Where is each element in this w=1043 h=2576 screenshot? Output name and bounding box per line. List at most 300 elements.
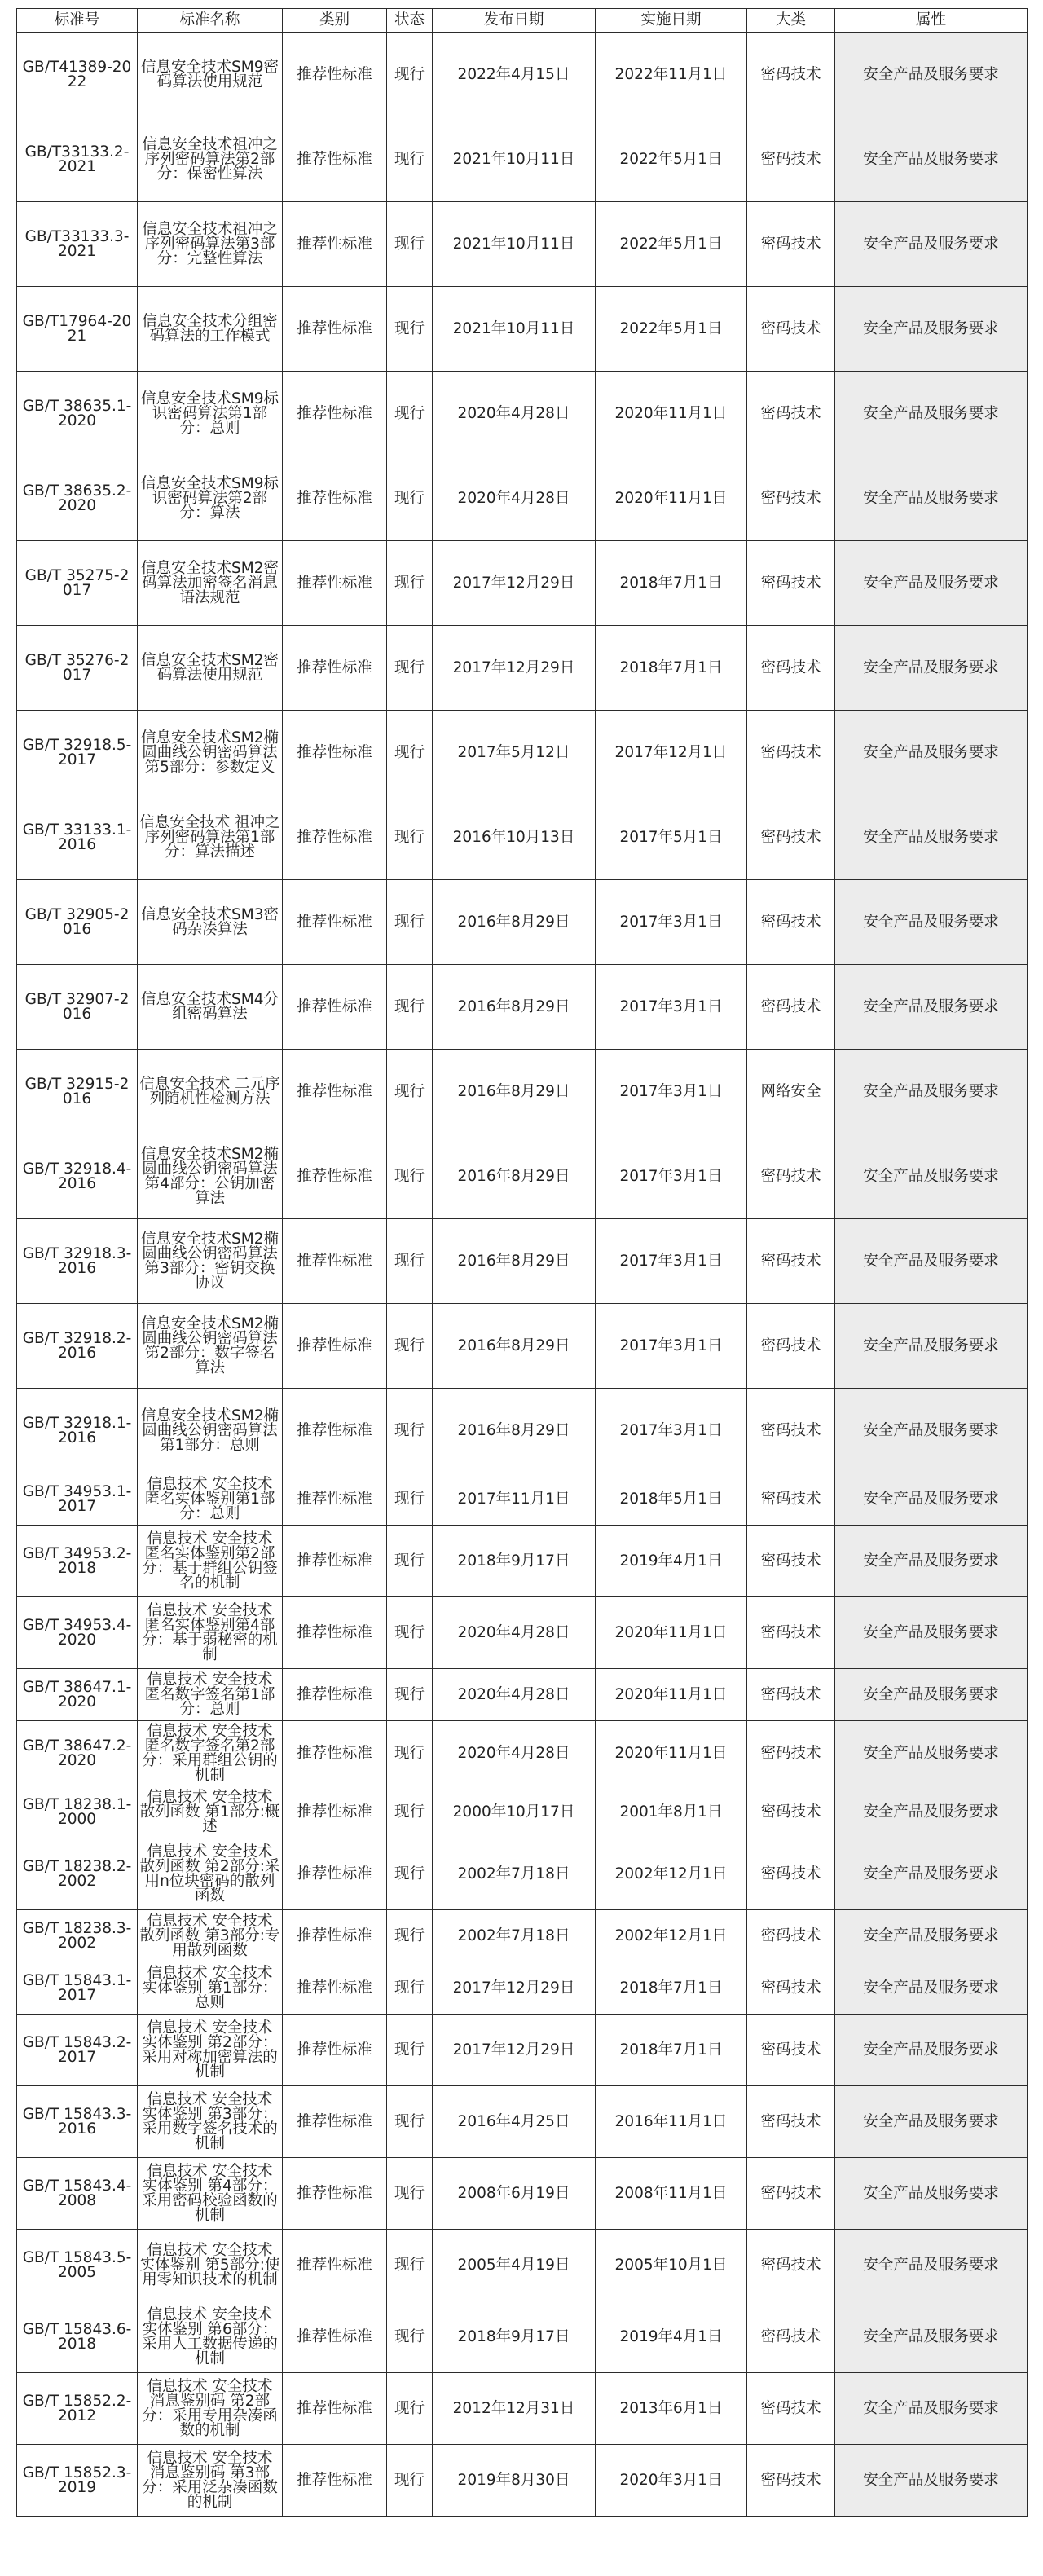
cell-attribute: 安全产品及服务要求 bbox=[835, 1473, 1028, 1526]
cell-type: 推荐性标准 bbox=[283, 880, 387, 965]
cell-standard-id: GB/T 35275-2017 bbox=[17, 541, 138, 626]
cell-standard-name: 信息安全技术SM2密码算法使用规范 bbox=[138, 626, 283, 711]
header-name: 标准名称 bbox=[138, 9, 283, 33]
cell-attribute: 安全产品及服务要求 bbox=[835, 2373, 1028, 2445]
cell-type: 推荐性标准 bbox=[283, 2015, 387, 2086]
cell-standard-name: 信息安全技术SM2椭圆曲线公钥密码算法 第5部分：参数定义 bbox=[138, 711, 283, 795]
cell-standard-name: 信息技术 安全技术 散列函数 第3部分:专用散列函数 bbox=[138, 1910, 283, 1962]
cell-category: 密码技术 bbox=[747, 2158, 835, 2230]
cell-publish-date: 2020年4月28日 bbox=[433, 1721, 596, 1786]
cell-implement-date: 2020年3月1日 bbox=[596, 2445, 747, 2517]
cell-status: 现行 bbox=[387, 795, 433, 880]
cell-implement-date: 2017年3月1日 bbox=[596, 1219, 747, 1304]
cell-category: 密码技术 bbox=[747, 2301, 835, 2373]
cell-publish-date: 2016年4月25日 bbox=[433, 2086, 596, 2158]
cell-standard-name: 信息技术 安全技术 实体鉴别 第3部分：采用数字签名技术的机制 bbox=[138, 2086, 283, 2158]
cell-status: 现行 bbox=[387, 2158, 433, 2230]
cell-attribute: 安全产品及服务要求 bbox=[835, 1910, 1028, 1962]
cell-standard-id: GB/T 38647.1-2020 bbox=[17, 1669, 138, 1721]
cell-standard-name: 信息技术 安全技术 消息鉴别码 第2部分：采用专用杂凑函数的机制 bbox=[138, 2373, 283, 2445]
cell-publish-date: 2021年10月11日 bbox=[433, 117, 596, 202]
table-row bbox=[17, 1526, 1028, 1597]
cell-standard-name: 信息技术 安全技术 匿名实体鉴别第1部分：总则 bbox=[138, 1473, 283, 1526]
cell-category: 密码技术 bbox=[747, 202, 835, 287]
cell-attribute: 安全产品及服务要求 bbox=[835, 33, 1028, 117]
table-row bbox=[17, 117, 1028, 202]
cell-standard-name: 信息安全技术SM2椭圆曲线公钥密码算法 第3部分：密钥交换协议 bbox=[138, 1219, 283, 1304]
cell-standard-id: GB/T 15843.5-2005 bbox=[17, 2230, 138, 2301]
cell-category: 密码技术 bbox=[747, 880, 835, 965]
cell-type: 推荐性标准 bbox=[283, 2086, 387, 2158]
table-row bbox=[17, 795, 1028, 880]
cell-attribute: 安全产品及服务要求 bbox=[835, 795, 1028, 880]
cell-publish-date: 2002年7月18日 bbox=[433, 1910, 596, 1962]
cell-standard-name: 信息技术 安全技术 匿名数字签名第2部分：采用群组公钥的机制 bbox=[138, 1721, 283, 1786]
cell-category: 密码技术 bbox=[747, 117, 835, 202]
cell-attribute: 安全产品及服务要求 bbox=[835, 372, 1028, 456]
cell-attribute: 安全产品及服务要求 bbox=[835, 1962, 1028, 2015]
cell-publish-date: 2020年4月28日 bbox=[433, 372, 596, 456]
cell-standard-name: 信息技术 安全技术 实体鉴别 第2部分：采用对称加密算法的机制 bbox=[138, 2015, 283, 2086]
cell-status: 现行 bbox=[387, 202, 433, 287]
cell-status: 现行 bbox=[387, 2373, 433, 2445]
table-row bbox=[17, 1134, 1028, 1219]
cell-publish-date: 2008年6月19日 bbox=[433, 2158, 596, 2230]
cell-type: 推荐性标准 bbox=[283, 1721, 387, 1786]
cell-publish-date: 2012年12月31日 bbox=[433, 2373, 596, 2445]
cell-publish-date: 2020年4月28日 bbox=[433, 1597, 596, 1669]
cell-status: 现行 bbox=[387, 1669, 433, 1721]
cell-attribute: 安全产品及服务要求 bbox=[835, 1526, 1028, 1597]
table-row bbox=[17, 2445, 1028, 2517]
cell-type: 推荐性标准 bbox=[283, 1473, 387, 1526]
cell-category: 网络安全 bbox=[747, 1050, 835, 1134]
table-row bbox=[17, 1838, 1028, 1910]
cell-type: 推荐性标准 bbox=[283, 1219, 387, 1304]
table-row bbox=[17, 2230, 1028, 2301]
cell-publish-date: 2002年7月18日 bbox=[433, 1838, 596, 1910]
cell-category: 密码技术 bbox=[747, 2086, 835, 2158]
cell-standard-id: GB/T 15843.4-2008 bbox=[17, 2158, 138, 2230]
table-row bbox=[17, 541, 1028, 626]
cell-publish-date: 2017年12月29日 bbox=[433, 1962, 596, 2015]
cell-standard-id: GB/T 32918.2-2016 bbox=[17, 1304, 138, 1389]
cell-category: 密码技术 bbox=[747, 1526, 835, 1597]
cell-standard-id: GB/T17964-2021 bbox=[17, 287, 138, 372]
cell-standard-name: 信息技术 安全技术 实体鉴别 第6部分：采用人工数据传递的机制 bbox=[138, 2301, 283, 2373]
cell-status: 现行 bbox=[387, 1219, 433, 1304]
cell-publish-date: 2016年8月29日 bbox=[433, 1050, 596, 1134]
cell-type: 推荐性标准 bbox=[283, 1910, 387, 1962]
cell-attribute: 安全产品及服务要求 bbox=[835, 1721, 1028, 1786]
cell-implement-date: 2008年11月1日 bbox=[596, 2158, 747, 2230]
cell-implement-date: 2017年3月1日 bbox=[596, 1050, 747, 1134]
cell-standard-id: GB/T 15843.2-2017 bbox=[17, 2015, 138, 2086]
cell-standard-name: 信息安全技术祖冲之序列密码算法第2部分：保密性算法 bbox=[138, 117, 283, 202]
cell-type: 推荐性标准 bbox=[283, 711, 387, 795]
cell-implement-date: 2022年5月1日 bbox=[596, 287, 747, 372]
cell-standard-id: GB/T 32918.3-2016 bbox=[17, 1219, 138, 1304]
cell-standard-id: GB/T 38635.1-2020 bbox=[17, 372, 138, 456]
cell-attribute: 安全产品及服务要求 bbox=[835, 1050, 1028, 1134]
cell-standard-name: 信息技术 安全技术 实体鉴别 第5部分:使用零知识技术的机制 bbox=[138, 2230, 283, 2301]
cell-status: 现行 bbox=[387, 1526, 433, 1597]
cell-implement-date: 2017年3月1日 bbox=[596, 1134, 747, 1219]
cell-implement-date: 2018年7月1日 bbox=[596, 626, 747, 711]
cell-standard-id: GB/T 32918.4-2016 bbox=[17, 1134, 138, 1219]
cell-type: 推荐性标准 bbox=[283, 1597, 387, 1669]
cell-standard-id: GB/T 35276-2017 bbox=[17, 626, 138, 711]
cell-publish-date: 2000年10月17日 bbox=[433, 1786, 596, 1838]
cell-standard-id: GB/T33133.2-2021 bbox=[17, 117, 138, 202]
cell-status: 现行 bbox=[387, 1050, 433, 1134]
table-row bbox=[17, 711, 1028, 795]
cell-implement-date: 2018年5月1日 bbox=[596, 1473, 747, 1526]
cell-category: 密码技术 bbox=[747, 2230, 835, 2301]
cell-standard-id: GB/T33133.3-2021 bbox=[17, 202, 138, 287]
cell-publish-date: 2017年11月1日 bbox=[433, 1473, 596, 1526]
cell-implement-date: 2022年5月1日 bbox=[596, 202, 747, 287]
cell-implement-date: 2005年10月1日 bbox=[596, 2230, 747, 2301]
cell-category: 密码技术 bbox=[747, 33, 835, 117]
cell-type: 推荐性标准 bbox=[283, 1389, 387, 1473]
cell-publish-date: 2016年8月29日 bbox=[433, 880, 596, 965]
cell-category: 密码技术 bbox=[747, 1219, 835, 1304]
header-attribute: 属性 bbox=[835, 9, 1028, 33]
cell-standard-name: 信息安全技术SM3密码杂凑算法 bbox=[138, 880, 283, 965]
cell-standard-name: 信息安全技术 二元序列随机性检测方法 bbox=[138, 1050, 283, 1134]
cell-standard-name: 信息安全技术SM2椭圆曲线公钥密码算法 第4部分：公钥加密算法 bbox=[138, 1134, 283, 1219]
cell-category: 密码技术 bbox=[747, 2373, 835, 2445]
cell-implement-date: 2022年11月1日 bbox=[596, 33, 747, 117]
cell-publish-date: 2017年5月12日 bbox=[433, 711, 596, 795]
cell-publish-date: 2022年4月15日 bbox=[433, 33, 596, 117]
cell-publish-date: 2017年12月29日 bbox=[433, 626, 596, 711]
table-row bbox=[17, 1473, 1028, 1526]
cell-standard-id: GB/T 32915-2016 bbox=[17, 1050, 138, 1134]
cell-status: 现行 bbox=[387, 965, 433, 1050]
cell-type: 推荐性标准 bbox=[283, 2158, 387, 2230]
cell-standard-name: 信息安全技术祖冲之序列密码算法第3部分：完整性算法 bbox=[138, 202, 283, 287]
cell-category: 密码技术 bbox=[747, 2015, 835, 2086]
table-row bbox=[17, 1050, 1028, 1134]
cell-category: 密码技术 bbox=[747, 965, 835, 1050]
cell-type: 推荐性标准 bbox=[283, 2301, 387, 2373]
cell-category: 密码技术 bbox=[747, 1838, 835, 1910]
cell-attribute: 安全产品及服务要求 bbox=[835, 1304, 1028, 1389]
cell-standard-id: GB/T 38635.2-2020 bbox=[17, 456, 138, 541]
cell-category: 密码技术 bbox=[747, 1473, 835, 1526]
cell-standard-id: GB/T 15843.6-2018 bbox=[17, 2301, 138, 2373]
cell-type: 推荐性标准 bbox=[283, 1304, 387, 1389]
cell-attribute: 安全产品及服务要求 bbox=[835, 1786, 1028, 1838]
cell-attribute: 安全产品及服务要求 bbox=[835, 2445, 1028, 2517]
cell-attribute: 安全产品及服务要求 bbox=[835, 880, 1028, 965]
cell-publish-date: 2016年8月29日 bbox=[433, 965, 596, 1050]
cell-implement-date: 2018年7月1日 bbox=[596, 541, 747, 626]
cell-attribute: 安全产品及服务要求 bbox=[835, 711, 1028, 795]
table-row bbox=[17, 202, 1028, 287]
cell-status: 现行 bbox=[387, 1389, 433, 1473]
table-row bbox=[17, 1786, 1028, 1838]
cell-type: 推荐性标准 bbox=[283, 1134, 387, 1219]
cell-standard-id: GB/T 15843.1-2017 bbox=[17, 1962, 138, 2015]
cell-standard-id: GB/T41389-2022 bbox=[17, 33, 138, 117]
cell-standard-name: 信息安全技术分组密码算法的工作模式 bbox=[138, 287, 283, 372]
cell-status: 现行 bbox=[387, 1721, 433, 1786]
cell-attribute: 安全产品及服务要求 bbox=[835, 456, 1028, 541]
cell-category: 密码技术 bbox=[747, 1721, 835, 1786]
cell-category: 密码技术 bbox=[747, 372, 835, 456]
cell-implement-date: 2002年12月1日 bbox=[596, 1838, 747, 1910]
header-publish-date: 发布日期 bbox=[433, 9, 596, 33]
cell-category: 密码技术 bbox=[747, 1669, 835, 1721]
cell-attribute: 安全产品及服务要求 bbox=[835, 2230, 1028, 2301]
cell-publish-date: 2021年10月11日 bbox=[433, 202, 596, 287]
cell-standard-id: GB/T 15852.3-2019 bbox=[17, 2445, 138, 2517]
cell-category: 密码技术 bbox=[747, 1786, 835, 1838]
cell-category: 密码技术 bbox=[747, 711, 835, 795]
cell-publish-date: 2016年8月29日 bbox=[433, 1304, 596, 1389]
header-status: 状态 bbox=[387, 9, 433, 33]
cell-standard-id: GB/T 38647.2-2020 bbox=[17, 1721, 138, 1786]
cell-status: 现行 bbox=[387, 2301, 433, 2373]
cell-status: 现行 bbox=[387, 1786, 433, 1838]
header-row bbox=[17, 9, 1028, 33]
cell-publish-date: 2018年9月17日 bbox=[433, 1526, 596, 1597]
table-row bbox=[17, 1304, 1028, 1389]
table-row bbox=[17, 1389, 1028, 1473]
cell-status: 现行 bbox=[387, 1962, 433, 2015]
cell-implement-date: 2017年5月1日 bbox=[596, 795, 747, 880]
cell-implement-date: 2020年11月1日 bbox=[596, 1669, 747, 1721]
table-row bbox=[17, 626, 1028, 711]
cell-attribute: 安全产品及服务要求 bbox=[835, 626, 1028, 711]
table-row bbox=[17, 1910, 1028, 1962]
cell-standard-name: 信息技术 安全技术 实体鉴别 第1部分：总则 bbox=[138, 1962, 283, 2015]
cell-type: 推荐性标准 bbox=[283, 1050, 387, 1134]
cell-type: 推荐性标准 bbox=[283, 965, 387, 1050]
cell-implement-date: 2017年12月1日 bbox=[596, 711, 747, 795]
header-id: 标准号 bbox=[17, 9, 138, 33]
cell-status: 现行 bbox=[387, 1910, 433, 1962]
cell-standard-name: 信息安全技术SM9标识密码算法第1部分：总则 bbox=[138, 372, 283, 456]
cell-category: 密码技术 bbox=[747, 1597, 835, 1669]
cell-implement-date: 2002年12月1日 bbox=[596, 1910, 747, 1962]
cell-implement-date: 2019年4月1日 bbox=[596, 1526, 747, 1597]
cell-status: 现行 bbox=[387, 541, 433, 626]
cell-attribute: 安全产品及服务要求 bbox=[835, 2301, 1028, 2373]
cell-status: 现行 bbox=[387, 1134, 433, 1219]
cell-category: 密码技术 bbox=[747, 795, 835, 880]
cell-status: 现行 bbox=[387, 880, 433, 965]
table-row bbox=[17, 2301, 1028, 2373]
cell-attribute: 安全产品及服务要求 bbox=[835, 1134, 1028, 1219]
cell-standard-name: 信息安全技术SM9标识密码算法第2部分：算法 bbox=[138, 456, 283, 541]
cell-standard-name: 信息技术 安全技术 消息鉴别码 第3部分：采用泛杂凑函数的机制 bbox=[138, 2445, 283, 2517]
cell-standard-name: 信息技术 安全技术 散列函数 第1部分:概述 bbox=[138, 1786, 283, 1838]
cell-type: 推荐性标准 bbox=[283, 2445, 387, 2517]
cell-implement-date: 2020年11月1日 bbox=[596, 372, 747, 456]
cell-standard-name: 信息技术 安全技术 散列函数 第2部分:采用n位块密码的散列函数 bbox=[138, 1838, 283, 1910]
cell-attribute: 安全产品及服务要求 bbox=[835, 287, 1028, 372]
cell-implement-date: 2001年8月1日 bbox=[596, 1786, 747, 1838]
cell-publish-date: 2017年12月29日 bbox=[433, 541, 596, 626]
cell-publish-date: 2016年10月13日 bbox=[433, 795, 596, 880]
cell-type: 推荐性标准 bbox=[283, 33, 387, 117]
cell-standard-name: 信息技术 安全技术 匿名数字签名第1部分：总则 bbox=[138, 1669, 283, 1721]
cell-attribute: 安全产品及服务要求 bbox=[835, 1597, 1028, 1669]
table-row bbox=[17, 1669, 1028, 1721]
cell-standard-name: 信息安全技术SM2椭圆曲线公钥密码算法 第1部分：总则 bbox=[138, 1389, 283, 1473]
cell-standard-name: 信息安全技术SM9密码算法使用规范 bbox=[138, 33, 283, 117]
cell-type: 推荐性标准 bbox=[283, 626, 387, 711]
table-row bbox=[17, 372, 1028, 456]
cell-implement-date: 2020年11月1日 bbox=[596, 1597, 747, 1669]
cell-type: 推荐性标准 bbox=[283, 1526, 387, 1597]
cell-attribute: 安全产品及服务要求 bbox=[835, 2086, 1028, 2158]
table-row bbox=[17, 287, 1028, 372]
standards-table bbox=[16, 8, 1028, 2517]
cell-implement-date: 2022年5月1日 bbox=[596, 117, 747, 202]
cell-attribute: 安全产品及服务要求 bbox=[835, 1838, 1028, 1910]
header-category: 大类 bbox=[747, 9, 835, 33]
cell-type: 推荐性标准 bbox=[283, 1838, 387, 1910]
cell-status: 现行 bbox=[387, 626, 433, 711]
cell-publish-date: 2016年8月29日 bbox=[433, 1134, 596, 1219]
cell-type: 推荐性标准 bbox=[283, 1962, 387, 2015]
cell-publish-date: 2020年4月28日 bbox=[433, 456, 596, 541]
cell-implement-date: 2017年3月1日 bbox=[596, 965, 747, 1050]
cell-type: 推荐性标准 bbox=[283, 456, 387, 541]
cell-category: 密码技术 bbox=[747, 456, 835, 541]
cell-type: 推荐性标准 bbox=[283, 202, 387, 287]
cell-attribute: 安全产品及服务要求 bbox=[835, 117, 1028, 202]
table-row bbox=[17, 880, 1028, 965]
cell-implement-date: 2016年11月1日 bbox=[596, 2086, 747, 2158]
cell-status: 现行 bbox=[387, 33, 433, 117]
cell-category: 密码技术 bbox=[747, 1962, 835, 2015]
table-row bbox=[17, 33, 1028, 117]
cell-category: 密码技术 bbox=[747, 1304, 835, 1389]
cell-standard-name: 信息安全技术 祖冲之序列密码算法第1部分：算法描述 bbox=[138, 795, 283, 880]
cell-publish-date: 2018年9月17日 bbox=[433, 2301, 596, 2373]
table-row bbox=[17, 2086, 1028, 2158]
table-row bbox=[17, 965, 1028, 1050]
cell-status: 现行 bbox=[387, 2086, 433, 2158]
cell-standard-id: GB/T 34953.1-2017 bbox=[17, 1473, 138, 1526]
cell-status: 现行 bbox=[387, 372, 433, 456]
cell-publish-date: 2016年8月29日 bbox=[433, 1389, 596, 1473]
table-row bbox=[17, 2015, 1028, 2086]
cell-standard-id: GB/T 32918.1-2016 bbox=[17, 1389, 138, 1473]
cell-status: 现行 bbox=[387, 2230, 433, 2301]
cell-category: 密码技术 bbox=[747, 541, 835, 626]
cell-publish-date: 2005年4月19日 bbox=[433, 2230, 596, 2301]
cell-standard-id: GB/T 18238.3-2002 bbox=[17, 1910, 138, 1962]
cell-status: 现行 bbox=[387, 1304, 433, 1389]
cell-attribute: 安全产品及服务要求 bbox=[835, 2015, 1028, 2086]
cell-status: 现行 bbox=[387, 711, 433, 795]
cell-status: 现行 bbox=[387, 456, 433, 541]
cell-implement-date: 2019年4月1日 bbox=[596, 2301, 747, 2373]
cell-status: 现行 bbox=[387, 287, 433, 372]
cell-implement-date: 2018年7月1日 bbox=[596, 1962, 747, 2015]
cell-status: 现行 bbox=[387, 2445, 433, 2517]
cell-standard-name: 信息安全技术SM2密码算法加密签名消息语法规范 bbox=[138, 541, 283, 626]
cell-type: 推荐性标准 bbox=[283, 117, 387, 202]
cell-type: 推荐性标准 bbox=[283, 372, 387, 456]
cell-category: 密码技术 bbox=[747, 1910, 835, 1962]
table-row bbox=[17, 1219, 1028, 1304]
cell-type: 推荐性标准 bbox=[283, 2373, 387, 2445]
cell-attribute: 安全产品及服务要求 bbox=[835, 1219, 1028, 1304]
cell-implement-date: 2013年6月1日 bbox=[596, 2373, 747, 2445]
cell-attribute: 安全产品及服务要求 bbox=[835, 965, 1028, 1050]
cell-attribute: 安全产品及服务要求 bbox=[835, 1669, 1028, 1721]
cell-type: 推荐性标准 bbox=[283, 2230, 387, 2301]
table-row bbox=[17, 456, 1028, 541]
cell-status: 现行 bbox=[387, 1473, 433, 1526]
cell-attribute: 安全产品及服务要求 bbox=[835, 541, 1028, 626]
table-row bbox=[17, 1597, 1028, 1669]
cell-category: 密码技术 bbox=[747, 1134, 835, 1219]
cell-status: 现行 bbox=[387, 1838, 433, 1910]
cell-publish-date: 2020年4月28日 bbox=[433, 1669, 596, 1721]
header-implement-date: 实施日期 bbox=[596, 9, 747, 33]
cell-implement-date: 2017年3月1日 bbox=[596, 880, 747, 965]
cell-implement-date: 2017年3月1日 bbox=[596, 1389, 747, 1473]
cell-attribute: 安全产品及服务要求 bbox=[835, 1389, 1028, 1473]
cell-category: 密码技术 bbox=[747, 2445, 835, 2517]
cell-implement-date: 2020年11月1日 bbox=[596, 1721, 747, 1786]
cell-type: 推荐性标准 bbox=[283, 1669, 387, 1721]
cell-standard-id: GB/T 32907-2016 bbox=[17, 965, 138, 1050]
cell-standard-id: GB/T 32905-2016 bbox=[17, 880, 138, 965]
cell-status: 现行 bbox=[387, 2015, 433, 2086]
cell-standard-name: 信息技术 安全技术 匿名实体鉴别第2部分：基于群组公钥签名的机制 bbox=[138, 1526, 283, 1597]
cell-standard-id: GB/T 15852.2-2012 bbox=[17, 2373, 138, 2445]
cell-standard-name: 信息安全技术SM4分组密码算法 bbox=[138, 965, 283, 1050]
table-row bbox=[17, 1962, 1028, 2015]
header-type: 类别 bbox=[283, 9, 387, 33]
cell-standard-id: GB/T 33133.1-2016 bbox=[17, 795, 138, 880]
cell-attribute: 安全产品及服务要求 bbox=[835, 2158, 1028, 2230]
cell-standard-id: GB/T 15843.3-2016 bbox=[17, 2086, 138, 2158]
cell-publish-date: 2019年8月30日 bbox=[433, 2445, 596, 2517]
cell-publish-date: 2017年12月29日 bbox=[433, 2015, 596, 2086]
cell-standard-name: 信息技术 安全技术 匿名实体鉴别第4部分：基于弱秘密的机制 bbox=[138, 1597, 283, 1669]
cell-category: 密码技术 bbox=[747, 287, 835, 372]
cell-standard-name: 信息安全技术SM2椭圆曲线公钥密码算法 第2部分：数字签名算法 bbox=[138, 1304, 283, 1389]
cell-standard-id: GB/T 34953.2-2018 bbox=[17, 1526, 138, 1597]
table-row bbox=[17, 1721, 1028, 1786]
cell-implement-date: 2017年3月1日 bbox=[596, 1304, 747, 1389]
cell-standard-name: 信息技术 安全技术 实体鉴别 第4部分：采用密码校验函数的机制 bbox=[138, 2158, 283, 2230]
cell-standard-id: GB/T 18238.1-2000 bbox=[17, 1786, 138, 1838]
cell-category: 密码技术 bbox=[747, 626, 835, 711]
cell-standard-id: GB/T 34953.4-2020 bbox=[17, 1597, 138, 1669]
table-row bbox=[17, 2373, 1028, 2445]
cell-type: 推荐性标准 bbox=[283, 287, 387, 372]
cell-status: 现行 bbox=[387, 1597, 433, 1669]
cell-type: 推荐性标准 bbox=[283, 795, 387, 880]
cell-publish-date: 2021年10月11日 bbox=[433, 287, 596, 372]
cell-attribute: 安全产品及服务要求 bbox=[835, 202, 1028, 287]
cell-implement-date: 2018年7月1日 bbox=[596, 2015, 747, 2086]
cell-status: 现行 bbox=[387, 117, 433, 202]
cell-implement-date: 2020年11月1日 bbox=[596, 456, 747, 541]
